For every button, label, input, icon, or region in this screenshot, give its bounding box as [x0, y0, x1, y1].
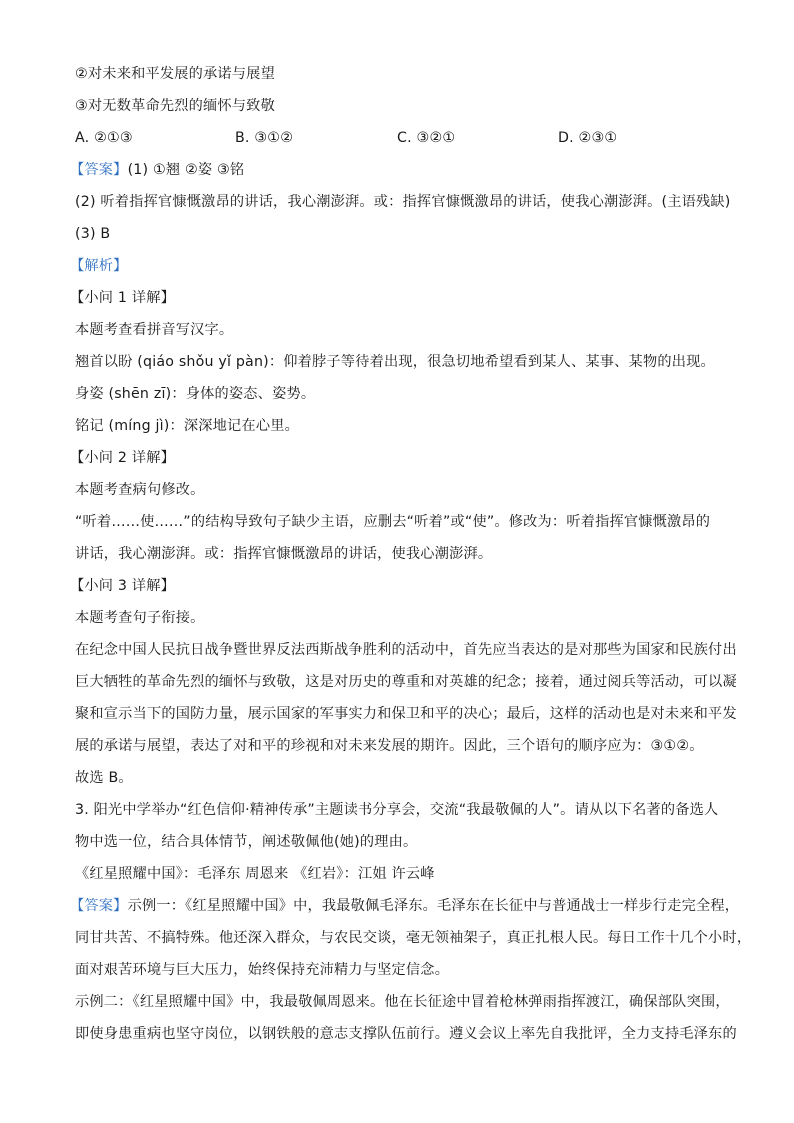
paragraph-line: 铭记 (míng jì)：深深地记在心里。 — [75, 418, 299, 434]
answer-tag: 【答案】 — [70, 898, 128, 914]
paragraph-line: 故选 B。 — [75, 770, 133, 786]
subquestion-heading-2: 【小问 2 详解】 — [70, 450, 175, 466]
paragraph-line: 即使身患重病也坚守岗位，以钢铁般的意志支撑队伍前行。遵义会议上率先自我批评，全力支持毛泽东的 — [75, 1026, 737, 1042]
paragraph-line: 翘首以盼 (qiáo shǒu yǐ pàn)：仰着脖子等待着出现，很急切地希望看到某人、某事、某物的出现。 — [75, 354, 715, 370]
answer-3-line-1 — [70, 896, 739, 916]
choice-b: B. ③①② — [235, 130, 294, 146]
paragraph-line: 本题考查句子衔接。 — [75, 610, 205, 626]
answer-line-2: (2) 听着指挥官慷慨激昂的讲话，我心潮澎湃。或：指挥官慷慨激昂的讲话，使我心潮澎湃。(主语残缺) — [75, 194, 731, 210]
question-3-line-1: 3. 阳光中学举办“红色信仰·精神传承”主题读书分享会，交流“我最敬佩的人”。请从以下名著的备选人 — [75, 802, 719, 818]
choice-options — [75, 128, 725, 148]
subquestion-heading-3: 【小问 3 详解】 — [70, 578, 175, 594]
question-3-line-2: 物中选一位，结合具体情节，阐述敬佩他(她)的理由。 — [75, 834, 418, 850]
paragraph-line: 面对艰苦环境与巨大压力，始终保持充沛精力与坚定信念。 — [75, 962, 450, 978]
answer-text: 示例一：《红星照耀中国》中，我最敬佩毛泽东。毛泽东在长征中与普通战士一样步行走完全程， — [127, 898, 740, 914]
paragraph-line: 巨大牺牲的革命先烈的缅怀与致敬，这是对历史的尊重和对英雄的纪念；接着，通过阅兵等活动，可以凝 — [75, 674, 737, 690]
paragraph-line: 本题考查看拼音写汉字。 — [75, 322, 234, 338]
choice-a: A. ②①③ — [75, 130, 133, 146]
paragraph-line: 同甘共苦、不搞特殊。他还深入群众，与农民交谈，毫无领袖架子，真正扎根人民。每日工作十几个小时， — [75, 930, 752, 946]
answer-line-3: (3) B — [75, 226, 111, 242]
paragraph-line: 在纪念中国人民抗日战争暨世界反法西斯战争胜利的活动中，首先应当表达的是对那些为国家和民族付出 — [75, 642, 737, 658]
answer-text: (1) ①翘 ②姿 ③铭 — [127, 162, 245, 178]
paragraph-line: 示例二：《红星照耀中国》中，我最敬佩周恩来。他在长征途中冒着枪林弹雨指挥渡江，确保部队突围， — [75, 994, 730, 1010]
candidate-list: 《红星照耀中国》：毛泽东 周恩来 《红岩》：江姐 许云峰 — [75, 866, 435, 882]
option-item-2: ②对未来和平发展的承诺与展望 — [75, 66, 275, 82]
choice-d: D. ②③① — [558, 130, 618, 146]
paragraph-line: 展的承诺与展望，表达了对和平的珍视和对未来发展的期许。因此，三个语句的顺序应为：③①②。 — [75, 738, 704, 754]
paragraph-line: 身姿 (shēn zī)：身体的姿态、姿势。 — [75, 386, 316, 402]
analysis-tag: 【解析】 — [70, 258, 128, 274]
paragraph-line: “听着……使……”的结构导致句子缺少主语，应删去“听着”或“使”。修改为：听着指挥官慷慨激昂的 — [75, 514, 711, 530]
option-item-3: ③对无数革命先烈的缅怀与致敬 — [75, 98, 275, 114]
answer-tag: 【答案】 — [70, 162, 128, 178]
answer-line-1 — [70, 160, 244, 180]
choice-c: C. ③②① — [397, 130, 456, 146]
paragraph-line: 讲话，我心潮澎湃。或：指挥官慷慨激昂的讲话，使我心潮澎湃。 — [75, 546, 493, 562]
paragraph-line: 聚和宣示当下的国防力量，展示国家的军事实力和保卫和平的决心；最后，这样的活动也是对未来和平发 — [75, 706, 737, 722]
subquestion-heading-1: 【小问 1 详解】 — [70, 290, 175, 306]
paragraph-line: 本题考查病句修改。 — [75, 482, 205, 498]
